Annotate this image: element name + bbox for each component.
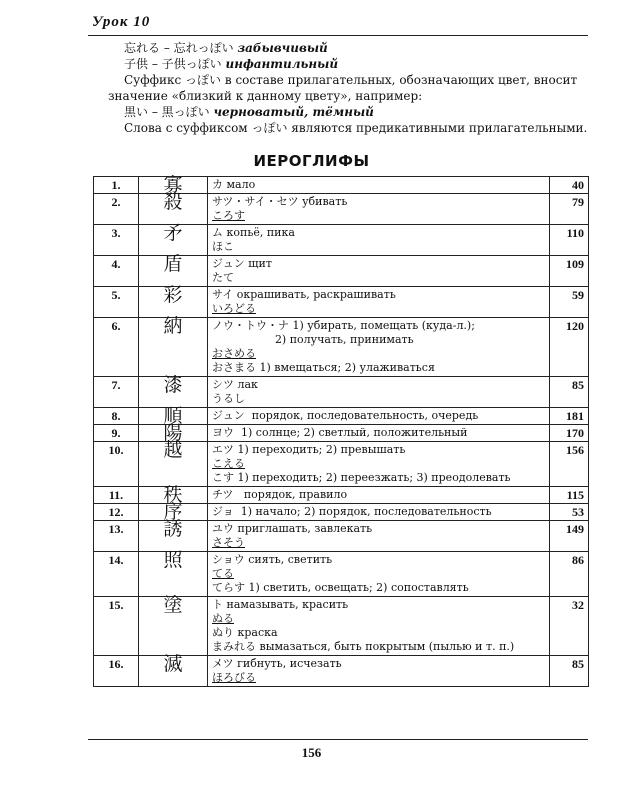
reference-number: 156 xyxy=(550,442,589,487)
paragraph-predicative: Слова с суффиксом っぽい являются предикативными прилагательными. xyxy=(124,121,588,135)
row-number: 5. xyxy=(94,287,139,318)
reading-line: さそう xyxy=(212,536,245,549)
example-3 xyxy=(108,104,588,120)
table-row xyxy=(94,656,589,687)
reference-number: 120 xyxy=(550,318,589,377)
row-number: 13. xyxy=(94,521,139,552)
row-number: 7. xyxy=(94,377,139,408)
reading-line: サイ окрашивать, раскрашивать xyxy=(212,288,396,301)
reading-line: まみれる вымазаться, быть покрытым (пылью и т. п.) xyxy=(212,640,515,653)
example-1-jp: 忘れる – 忘れっぽい xyxy=(124,41,234,55)
reading-line: ユウ приглашать, завлекать xyxy=(212,522,373,535)
kanji-readings xyxy=(208,318,550,377)
section-title: ИЕРОГЛИФЫ xyxy=(253,152,370,170)
reading-line: おさめる xyxy=(212,347,256,360)
reading-line: こえる xyxy=(212,457,245,470)
reading-line: エツ 1) переходить; 2) превышать xyxy=(212,443,406,456)
reading-line: ム копьё, пика xyxy=(212,226,295,239)
kanji-readings xyxy=(208,442,550,487)
row-number: 16. xyxy=(94,656,139,687)
footer-divider xyxy=(88,739,588,740)
kanji-character: 彩 xyxy=(139,287,208,318)
reading-line: てらす 1) светить, освещать; 2) сопоставлять xyxy=(212,581,469,594)
intro-text xyxy=(108,40,588,136)
kanji-readings xyxy=(208,597,550,656)
table-row xyxy=(94,194,589,225)
reading-line: ト намазывать, красить xyxy=(212,598,349,611)
reading-line: いろどる xyxy=(212,302,256,315)
row-number: 9. xyxy=(94,425,139,442)
reading-line: ショウ сиять, светить xyxy=(212,553,333,566)
table-row xyxy=(94,318,589,377)
kanji-readings xyxy=(208,194,550,225)
paragraph-suffix-color: Суффикс っぽい в составе прилагательных, обозначающих цвет, вносит значение «близкий к данному цвету», например: xyxy=(108,73,578,103)
table-row xyxy=(94,225,589,256)
kanji-readings xyxy=(208,504,550,521)
kanji-readings xyxy=(208,552,550,597)
reading-line: サツ・サイ・セツ убивать xyxy=(212,195,348,208)
reading-line: うるし xyxy=(212,392,245,405)
reference-number: 109 xyxy=(550,256,589,287)
reference-number: 53 xyxy=(550,504,589,521)
reading-line: ほろびる xyxy=(212,671,256,684)
reading-line: ほこ xyxy=(212,240,234,253)
row-number: 8. xyxy=(94,408,139,425)
reading-line: こす 1) переходить; 2) переезжать; 3) преодолевать xyxy=(212,471,511,484)
kanji-readings xyxy=(208,256,550,287)
reading-line: シツ лак xyxy=(212,378,258,391)
reading-line: チツ порядок, правило xyxy=(212,488,348,501)
example-2 xyxy=(108,56,588,72)
reference-number: 181 xyxy=(550,408,589,425)
kanji-character: 陽 xyxy=(139,425,208,442)
example-1-ru: забывчивый xyxy=(237,41,328,55)
reading-line: メツ гибнуть, исчезать xyxy=(212,657,342,670)
kanji-table xyxy=(93,176,589,687)
reference-number: 59 xyxy=(550,287,589,318)
reading-line: ジョ 1) начало; 2) порядок, последовательность xyxy=(212,505,492,518)
reference-number: 79 xyxy=(550,194,589,225)
kanji-readings xyxy=(208,521,550,552)
table-row xyxy=(94,597,589,656)
row-number: 10. xyxy=(94,442,139,487)
example-2-jp: 子供 – 子供っぽい xyxy=(124,57,222,71)
reference-number: 149 xyxy=(550,521,589,552)
kanji-character: 誘 xyxy=(139,521,208,552)
reading-line: おさまる 1) вмещаться; 2) улаживаться xyxy=(212,361,435,374)
reference-number: 85 xyxy=(550,377,589,408)
reference-number: 110 xyxy=(550,225,589,256)
kanji-readings xyxy=(208,408,550,425)
row-number: 4. xyxy=(94,256,139,287)
kanji-readings xyxy=(208,487,550,504)
kanji-character: 秩 xyxy=(139,487,208,504)
row-number: 12. xyxy=(94,504,139,521)
row-number: 6. xyxy=(94,318,139,377)
reference-number: 86 xyxy=(550,552,589,597)
kanji-character: 漆 xyxy=(139,377,208,408)
reading-line: ころす xyxy=(212,209,245,222)
page-number: 156 xyxy=(301,745,322,760)
table-row xyxy=(94,287,589,318)
example-2-ru: инфантильный xyxy=(225,57,339,71)
table-row xyxy=(94,256,589,287)
reading-line: ジュン щит xyxy=(212,257,272,270)
reading-line: ノウ・トウ・ナ 1) убирать, помещать (куда-л.); xyxy=(212,319,475,332)
reading-line: ジュン порядок, последовательность, очередь xyxy=(212,409,479,422)
reading-line: ぬり краска xyxy=(212,626,278,639)
table-row xyxy=(94,552,589,597)
reference-number: 40 xyxy=(550,177,589,194)
reading-line: たて xyxy=(212,271,234,284)
reference-number: 115 xyxy=(550,487,589,504)
kanji-character: 序 xyxy=(139,504,208,521)
table-row xyxy=(94,442,589,487)
kanji-character: 塗 xyxy=(139,597,208,656)
kanji-character: 寡 xyxy=(139,177,208,194)
row-number: 11. xyxy=(94,487,139,504)
header-divider xyxy=(88,35,588,36)
kanji-readings xyxy=(208,287,550,318)
reference-number: 32 xyxy=(550,597,589,656)
row-number: 1. xyxy=(94,177,139,194)
reading-line: カ мало xyxy=(212,178,256,191)
row-number: 3. xyxy=(94,225,139,256)
row-number: 14. xyxy=(94,552,139,597)
kanji-character: 盾 xyxy=(139,256,208,287)
kanji-character: 順 xyxy=(139,408,208,425)
kanji-readings xyxy=(208,177,550,194)
kanji-character: 照 xyxy=(139,552,208,597)
table-row xyxy=(94,521,589,552)
reading-line: ぬる xyxy=(212,612,234,625)
table-row xyxy=(94,377,589,408)
kanji-character: 滅 xyxy=(139,656,208,687)
example-1 xyxy=(108,40,588,56)
kanji-readings xyxy=(208,656,550,687)
reading-line: 2) получать, принимать xyxy=(212,333,414,346)
example-3-ru: черноватый, тёмный xyxy=(213,105,374,119)
lesson-header: Урок 10 xyxy=(92,14,151,30)
kanji-character: 殺 xyxy=(139,194,208,225)
kanji-character: 越 xyxy=(139,442,208,487)
kanji-readings xyxy=(208,377,550,408)
kanji-character: 納 xyxy=(139,318,208,377)
example-3-jp: 黒い – 黒っぽい xyxy=(124,105,210,119)
row-number: 15. xyxy=(94,597,139,656)
reading-line: ヨウ 1) солнце; 2) светлый, положительный xyxy=(212,426,468,439)
reading-line: てる xyxy=(212,567,234,580)
kanji-readings xyxy=(208,225,550,256)
kanji-character: 矛 xyxy=(139,225,208,256)
reference-number: 85 xyxy=(550,656,589,687)
kanji-readings xyxy=(208,425,550,442)
reference-number: 170 xyxy=(550,425,589,442)
row-number: 2. xyxy=(94,194,139,225)
